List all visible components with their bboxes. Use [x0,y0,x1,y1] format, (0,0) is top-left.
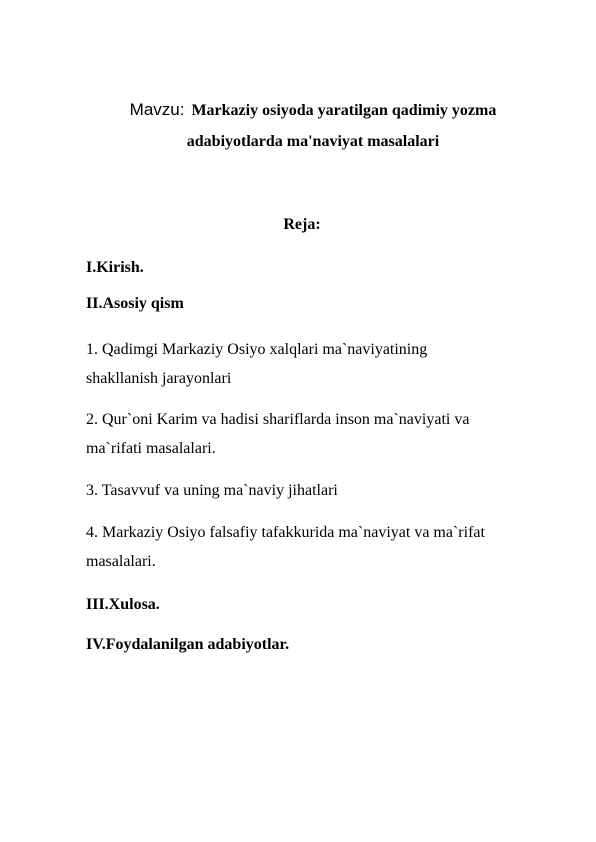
topic-text-line-2: adabiyotlarda ma'naviyat masalalari [186,133,440,150]
plan-subitem-1-line-2: shakllanish jarayonlari [86,370,232,387]
plan-subitem-4-line-2: masalalari. [86,553,156,570]
topic-title-line-1 [30,97,596,124]
plan-item-references: IV.Foydalanilgan adabiyotlar. [86,636,290,653]
topic-label: Mavzu: [129,100,185,119]
plan-heading-text: Reja: [283,216,321,233]
plan-item-introduction: I.Kirish. [86,259,144,276]
plan-subitem-1-line-1: 1. Qadimgi Markaziy Osiyo xalqlari ma`naviyatining [86,341,428,358]
topic-title [0,97,596,155]
plan-subitem-4-line-1: 4. Markaziy Osiyo falsafiy tafakkurida ma`naviyat va ma`rifat [86,524,485,541]
plan-subitem-2-line-1: 2. Qur`oni Karim va hadisi shariflarda inson ma`naviyati va [86,411,470,428]
plan-heading [0,213,596,237]
plan-item-main-part: II.Asosiy qism [86,295,184,312]
plan-subitem-3: 3. Tasavvuf va uning ma`naviy jihatlari [86,482,338,499]
plan-item-conclusion: III.Xulosa. [86,596,160,613]
plan-subitem-2-line-2: ma`rifati masalalari. [86,440,216,457]
topic-text-line-1: Markaziy osiyoda yaratilgan qadimiy yozma [191,102,497,119]
